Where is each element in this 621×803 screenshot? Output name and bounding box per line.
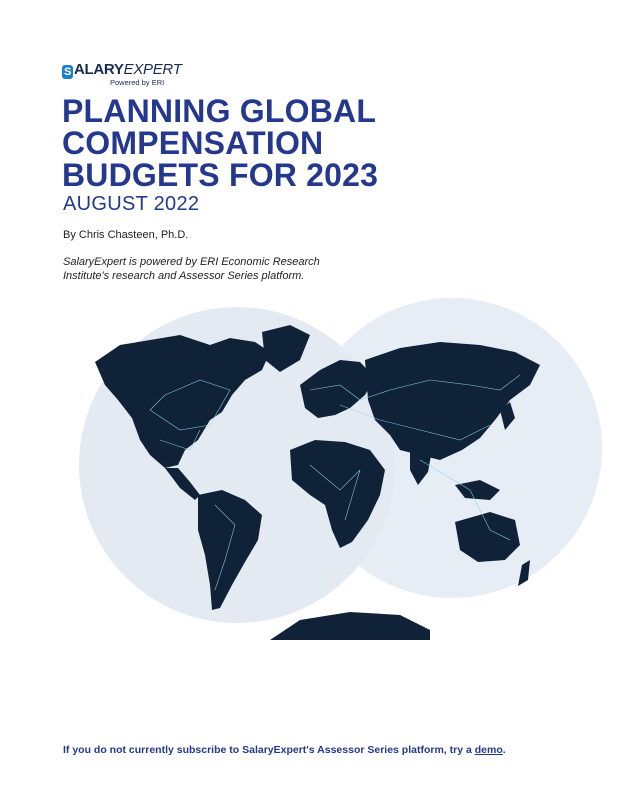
note-line-1: SalaryExpert is powered by ERI Economic Research	[63, 256, 320, 268]
logo-s-icon: S	[63, 66, 72, 78]
logo-brand-bold: ALARY	[74, 61, 124, 78]
salaryexpert-logo	[62, 61, 192, 93]
demo-link[interactable]: demo	[474, 744, 503, 756]
title-line-1: PLANNING GLOBAL	[62, 93, 377, 129]
document-title	[62, 95, 402, 191]
powered-by-note	[63, 255, 363, 283]
logo-brand-light: EXPERT	[123, 61, 182, 78]
document-author: By Chris Chasteen, Ph.D.	[63, 229, 189, 241]
footer-end: .	[502, 744, 506, 756]
title-line-2: COMPENSATION	[62, 125, 324, 161]
note-line-2: Institute's research and Assessor Series platform.	[63, 270, 305, 282]
logo-tagline: Powered by ERI	[110, 78, 165, 87]
footer-text: If you do not currently subscribe to SalaryExpert's Assessor Series platform, try a	[63, 744, 475, 756]
document-date: AUGUST 2022	[63, 193, 200, 215]
footer-cta	[63, 744, 506, 756]
logo-wordmark	[62, 61, 182, 79]
title-line-3: BUDGETS FOR 2023	[62, 157, 379, 193]
antarctica-landmass	[270, 612, 430, 640]
world-map-figure	[0, 290, 621, 650]
